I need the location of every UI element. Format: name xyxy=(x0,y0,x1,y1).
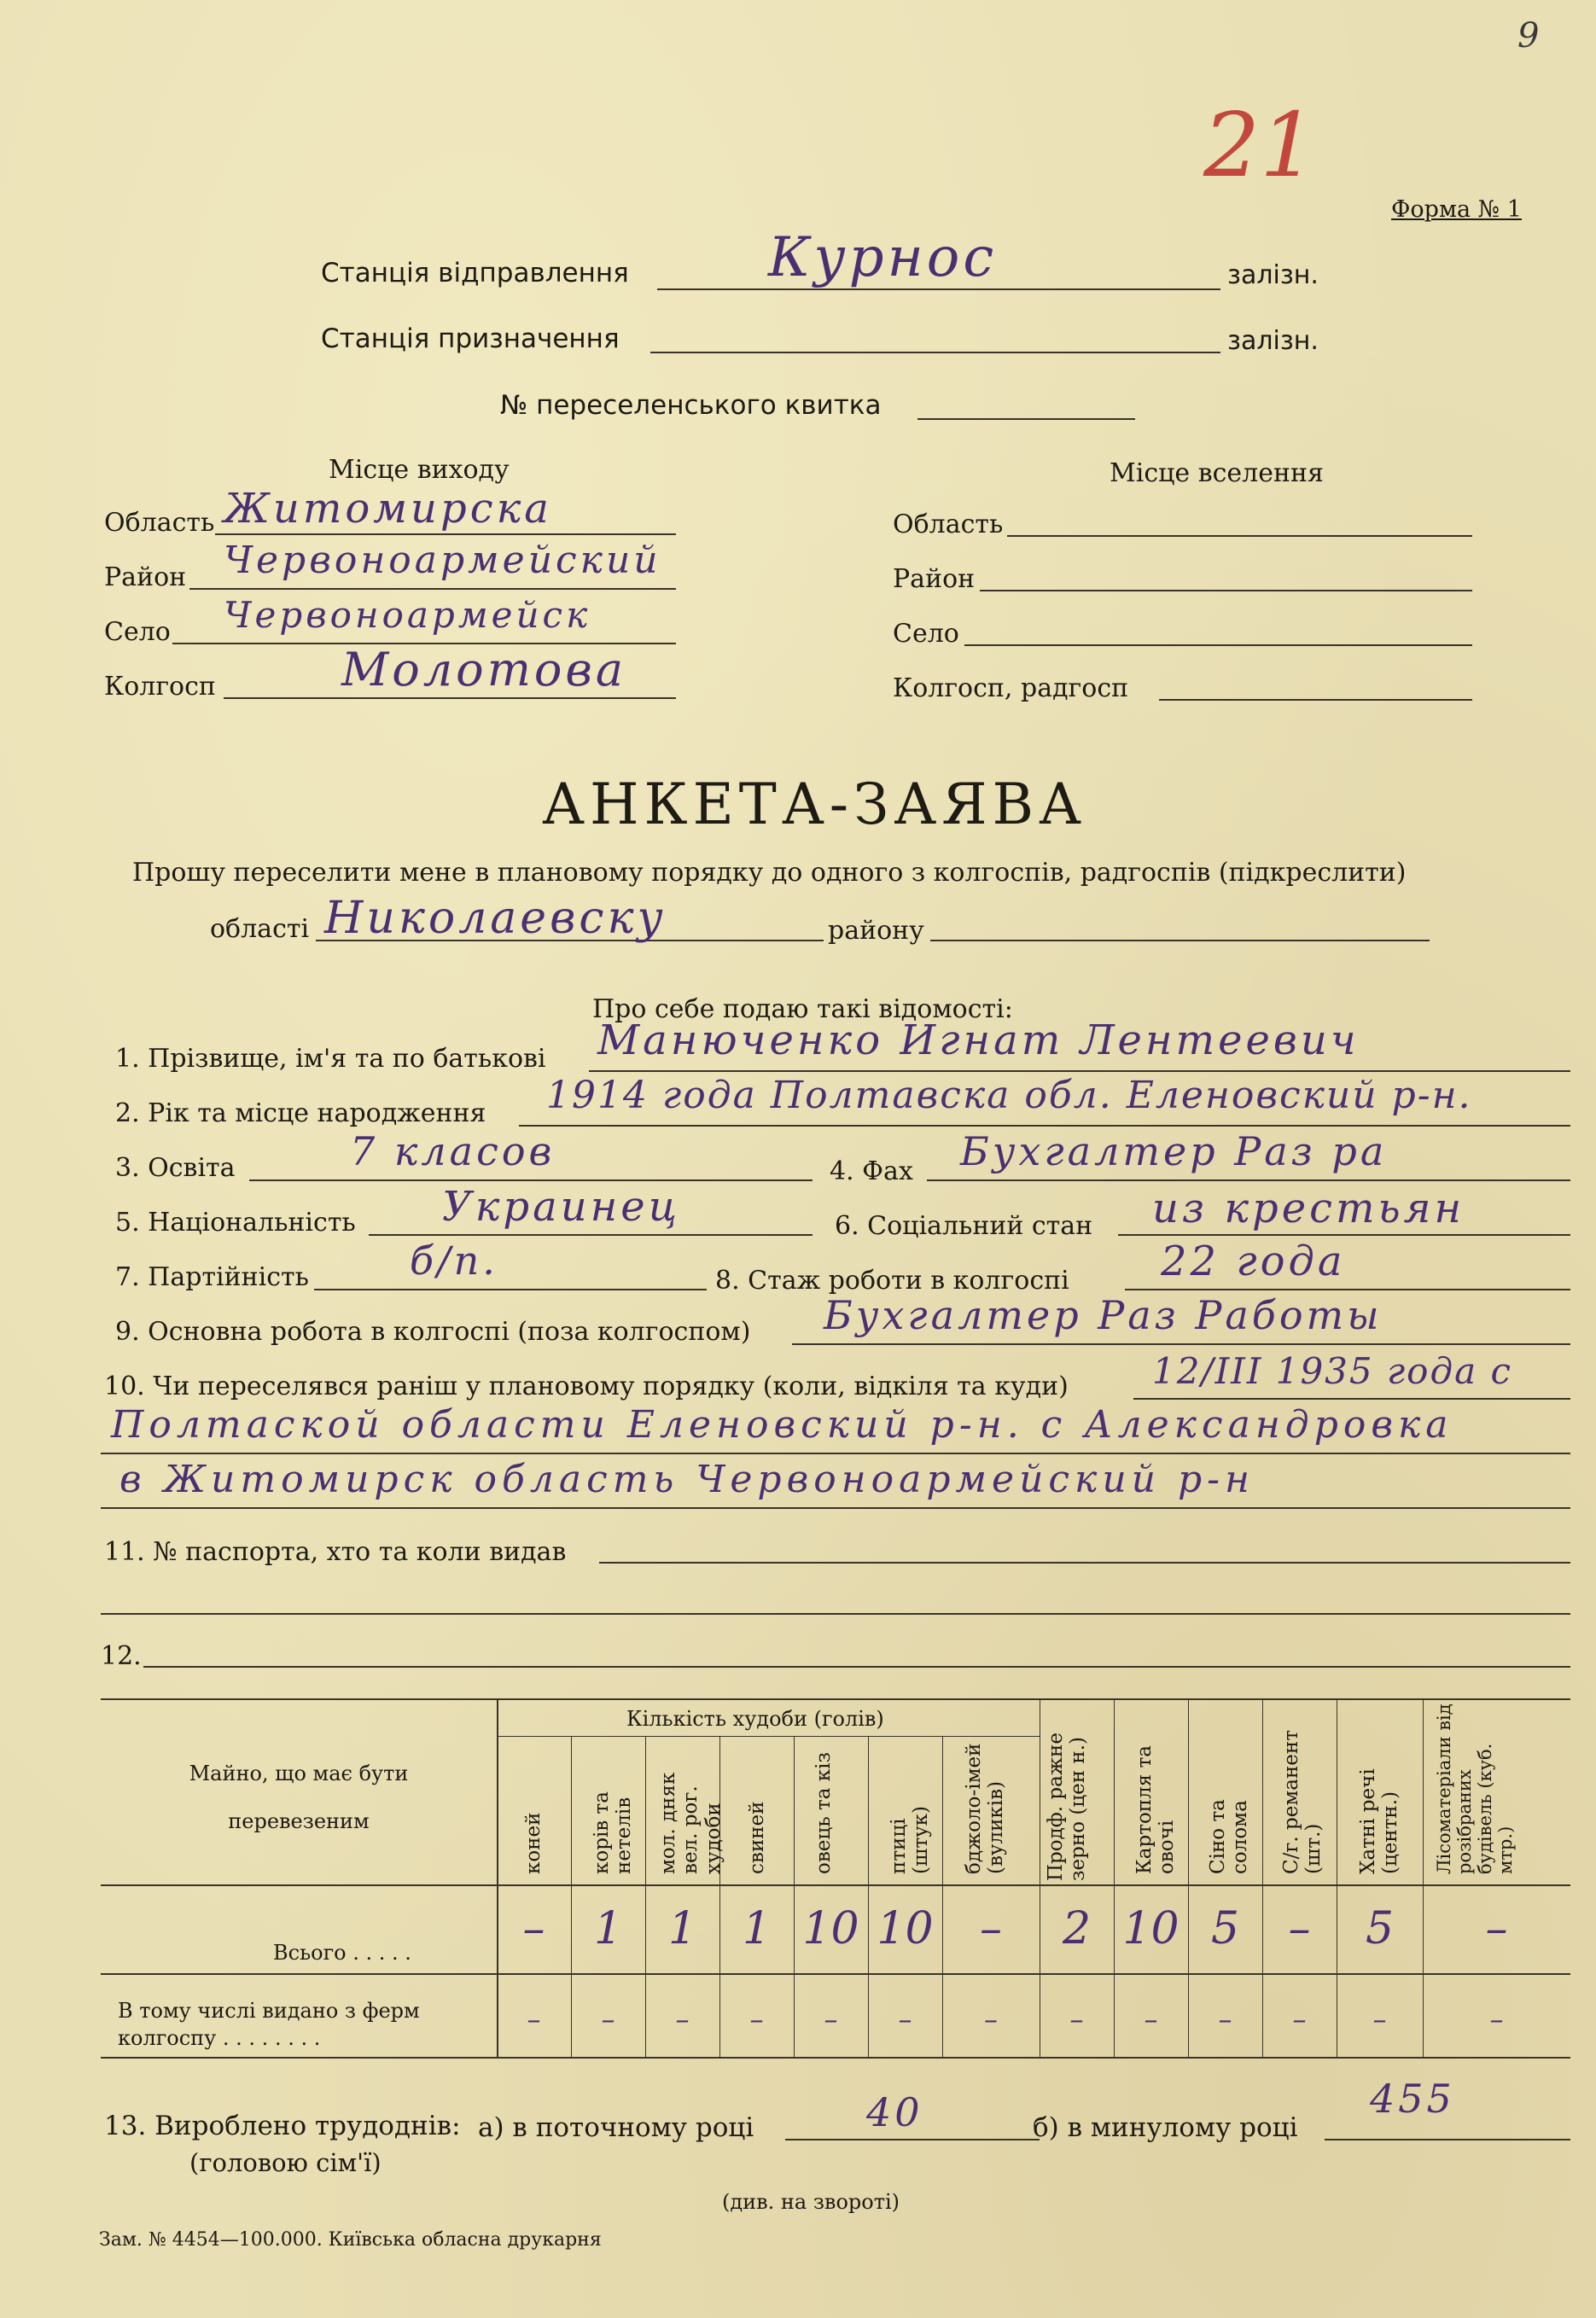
field-4-line xyxy=(927,1179,1570,1181)
workdays-previous-label: б) в минулому році xyxy=(1033,2112,1298,2143)
field-12-line xyxy=(143,1666,1570,1668)
farm-value: – xyxy=(601,2003,615,2036)
farm-value: – xyxy=(1218,2003,1232,2036)
origin-raion-label: Район xyxy=(104,562,187,592)
col-header-pigs: свиней xyxy=(746,1801,768,1874)
total-value: 10 xyxy=(1122,1903,1180,1954)
railway-suffix-2: залізн. xyxy=(1227,326,1319,356)
workdays-current-label: а) в поточному році xyxy=(478,2112,754,2143)
col-divider xyxy=(1188,1698,1189,2057)
col-header-timber: Лісоматеріали від розібраних будівель (куб. мтр.) xyxy=(1434,1704,1517,1874)
field-7-label: 7. Партійність xyxy=(115,1262,309,1292)
destination-kolhosp-line xyxy=(1159,699,1472,701)
origin-kolhosp-line xyxy=(224,697,676,699)
field-11-line-b xyxy=(101,1613,1570,1615)
origin-raion-line xyxy=(189,588,676,590)
table-header-border xyxy=(101,1884,1570,1886)
field-8-value: 22 года xyxy=(1161,1238,1346,1285)
col-header-horses: коней xyxy=(522,1812,545,1874)
field-9-value: Бухгалтер Раз Работы xyxy=(824,1292,1383,1338)
col-header-beehives: бджоло-імей (вуликів) xyxy=(963,1743,1008,1874)
destination-oblast-label: Область xyxy=(893,510,1004,539)
col-header-grain: Продф. ражне зерно (цен н.) xyxy=(1045,1733,1090,1881)
field-1-value: Манюченко Игнат Лентеевич xyxy=(597,1016,1360,1064)
total-label: Всього xyxy=(273,1941,347,1965)
origin-selo-label: Село xyxy=(104,617,171,647)
field-12-label: 12. xyxy=(101,1641,142,1671)
origin-oblast-value: Житомирска xyxy=(224,485,552,533)
col-divider xyxy=(1114,1698,1115,2057)
table-row-header: Майно, що має бути перевезеним xyxy=(189,1762,409,1833)
field-9-label: 9. Основна робота в колгоспі (поза колгоспом) xyxy=(115,1317,751,1347)
total-value: 1 xyxy=(742,1903,772,1954)
field-8-line xyxy=(1125,1289,1570,1290)
total-value: 1 xyxy=(593,1903,623,1954)
page-number: 9 xyxy=(1517,16,1540,55)
farm-value: – xyxy=(675,2003,690,2036)
col-header-implements: С/г. реманент (шт.) xyxy=(1280,1730,1325,1874)
origin-kolhosp-value: Молотова xyxy=(341,643,627,696)
field-1-label: 1. Прізвище, ім'я та по батькові xyxy=(115,1044,546,1074)
workdays-sub-label: (головою сім'ї) xyxy=(189,2148,382,2177)
farm-value: – xyxy=(1144,2003,1158,2036)
field-3-line xyxy=(249,1179,813,1181)
station-departure-value: Курнос xyxy=(768,226,998,289)
workdays-previous-line xyxy=(1325,2139,1570,2140)
origin-oblast-label: Область xyxy=(104,508,215,538)
field-10-value-c: в Житомирск область Червоноармейский р-н xyxy=(119,1458,1255,1501)
farm-row-label: В тому числі видано з ферм колгоспу . . . . . . . . xyxy=(118,1999,420,2050)
farm-value: – xyxy=(824,2003,838,2036)
destination-oblast-line xyxy=(1007,535,1472,537)
farm-label: В тому числі видано з ферм колгоспу xyxy=(118,1999,420,2050)
destination-selo-label: Село xyxy=(893,619,959,649)
field-10-value-b: Полтаской области Еленовский р-н. с Александровка xyxy=(111,1403,1453,1447)
total-value: – xyxy=(1485,1903,1508,1954)
origin-heading: Місце виходу xyxy=(329,455,510,485)
table-bottom-border xyxy=(101,2057,1570,2059)
field-11-line-a xyxy=(599,1562,1570,1564)
destination-selo-line xyxy=(964,644,1472,646)
col-header-household: Хатні речі (центн.) xyxy=(1357,1768,1402,1874)
field-11-label: 11. № паспорта, хто та коли видав xyxy=(104,1537,567,1567)
form-title: АНКЕТА-ЗАЯВА xyxy=(542,772,1086,837)
livestock-group-line xyxy=(497,1736,1040,1737)
field-2-value: 1914 года Полтавска обл. Еленовский р-н. xyxy=(546,1074,1472,1117)
origin-kolhosp-label: Колгосп xyxy=(104,672,216,702)
farm-value: – xyxy=(749,2003,764,2036)
file-number: 21 xyxy=(1203,93,1317,197)
station-departure-label: Станція відправлення xyxy=(321,258,629,288)
field-2-label: 2. Рік та місце народження xyxy=(115,1098,486,1128)
total-value: 5 xyxy=(1210,1903,1240,1954)
field-2-line xyxy=(519,1125,1570,1127)
origin-oblast-line xyxy=(215,533,676,535)
total-value: 10 xyxy=(877,1903,934,1954)
field-7-line xyxy=(314,1289,707,1290)
col-divider xyxy=(1423,1698,1424,2057)
target-raion-line xyxy=(930,940,1430,941)
col-header-sheep-goats: овець та кіз xyxy=(813,1751,835,1874)
destination-heading: Місце вселення xyxy=(1110,458,1324,488)
printer-imprint: Зам. № 4454—100.000. Київська обласна друкарня xyxy=(99,2229,602,2251)
origin-raion-value: Червоноармейский xyxy=(224,539,661,582)
total-value: 5 xyxy=(1365,1903,1395,1954)
station-destination-label: Станція призначення xyxy=(321,323,620,354)
col-header-hay: Сіно та солома xyxy=(1207,1799,1252,1874)
table-total-border xyxy=(101,1973,1570,1975)
field-6-line xyxy=(1118,1234,1570,1236)
col-header-young-cattle: мол. дняк вел. рог. худоби xyxy=(657,1772,725,1874)
table-label-divider xyxy=(497,1698,498,2057)
ticket-label: № переселенського квитка xyxy=(500,390,882,421)
total-value: – xyxy=(1288,1903,1311,1954)
farm-value: – xyxy=(527,2003,541,2036)
col-header-poultry: птиці (штук) xyxy=(888,1806,933,1874)
table-top-border xyxy=(101,1698,1570,1700)
form-label: Форма № 1 xyxy=(1391,196,1522,223)
workdays-current-value: 40 xyxy=(866,2089,923,2135)
intro-text: Про себе подаю такі відомості: xyxy=(592,994,1013,1024)
field-5-label: 5. Національність xyxy=(115,1208,356,1238)
field-3-value: 7 класов xyxy=(350,1128,556,1174)
station-destination-line xyxy=(650,352,1220,353)
farm-value: – xyxy=(1372,2003,1387,2036)
ticket-line xyxy=(917,418,1135,420)
railway-suffix-1: залізн. xyxy=(1227,260,1319,290)
destination-raion-line xyxy=(980,590,1472,591)
origin-selo-value: Червоноармейск xyxy=(224,594,591,636)
livestock-group-header: Кількість худоби (голів) xyxy=(626,1707,884,1731)
field-3-label: 3. Освіта xyxy=(115,1153,236,1183)
total-value: 10 xyxy=(802,1903,859,1954)
total-value: 2 xyxy=(1062,1903,1092,1954)
field-9-line xyxy=(792,1343,1570,1345)
col-divider xyxy=(1262,1698,1263,2057)
total-row-label: Всього . . . . . xyxy=(273,1941,411,1965)
workdays-previous-value: 455 xyxy=(1370,2076,1455,2122)
field-4-value: Бухгалтер Раз ра xyxy=(960,1128,1388,1174)
field-8-label: 8. Стаж роботи в колгоспі xyxy=(715,1266,1069,1296)
field-5-line xyxy=(369,1234,813,1236)
total-value: – xyxy=(522,1903,545,1954)
field-10-label: 10. Чи переселявся раніш у плановому порядку (коли, відкіля та куди) xyxy=(104,1372,1069,1401)
field-6-value: из крестьян xyxy=(1152,1185,1465,1232)
field-10-line-c xyxy=(101,1507,1570,1509)
farm-value: – xyxy=(1489,2003,1504,2036)
target-raion-label: району xyxy=(828,916,924,946)
field-4-label: 4. Фах xyxy=(830,1156,913,1186)
col-header-potatoes: Картопля та овочі xyxy=(1133,1744,1179,1874)
destination-kolhosp-label: Колгосп, радгосп xyxy=(893,673,1129,703)
request-line: Прошу переселити мене в плановому порядку до одного з колгоспів, радгоспів (підкреслити) xyxy=(132,858,1407,888)
field-7-value: б/п. xyxy=(410,1238,498,1284)
workdays-label: 13. Вироблено трудоднів: xyxy=(104,2111,461,2141)
farm-value: – xyxy=(1069,2003,1084,2036)
total-value: – xyxy=(980,1903,1002,1954)
field-10-line-a xyxy=(1133,1398,1570,1400)
field-5-value: Украинец xyxy=(442,1183,681,1231)
field-6-label: 6. Соціальний стан xyxy=(835,1211,1093,1241)
total-value: 1 xyxy=(667,1903,697,1954)
field-10-line-b xyxy=(101,1453,1570,1454)
destination-raion-label: Район xyxy=(893,564,976,594)
target-oblast-value: Николаевску xyxy=(324,893,667,944)
farm-value: – xyxy=(984,2003,998,2036)
farm-value: – xyxy=(898,2003,912,2036)
col-header-cows: корів та нетелів xyxy=(591,1791,636,1874)
target-oblast-label: області xyxy=(210,914,310,944)
farm-value: – xyxy=(1292,2003,1307,2036)
turn-over-note: (див. на звороті) xyxy=(722,2190,900,2214)
field-1-line xyxy=(589,1070,1570,1072)
field-10-value-a: 12/III 1935 года с xyxy=(1152,1350,1512,1392)
workdays-current-line xyxy=(785,2139,1040,2140)
